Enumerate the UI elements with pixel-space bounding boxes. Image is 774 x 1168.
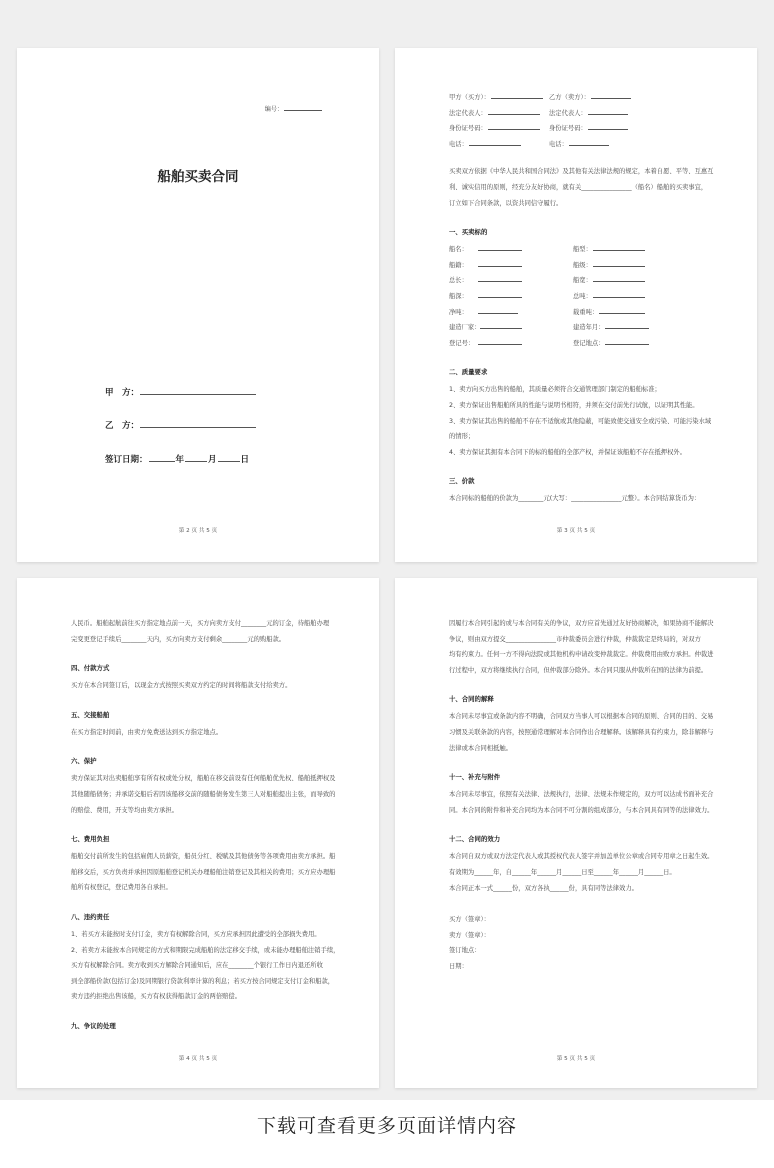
year-label: 年 [175, 455, 185, 465]
paragraph-line: 卖方违约拒绝出售该船，买方有权获得船款订金的两倍赔偿。 [71, 993, 242, 1001]
spec-row [449, 258, 707, 274]
spec-label: 船籍： [449, 261, 468, 269]
section-heading: 二、质量要求 [449, 368, 488, 377]
document-page-cover [17, 48, 379, 562]
spec-row [449, 289, 707, 305]
party-row [449, 137, 707, 153]
paragraph-line: 有效期为______年，自______年______月______日至______年______月______日。 [449, 868, 676, 876]
paragraph-line: 行过程中，双方将继续执行合同，但仲裁部分除外。本合同只服从仲裁所在国的法律为前提。 [449, 666, 708, 674]
page-3-body [71, 616, 340, 1036]
section-heading: 十一、补充与附件 [449, 773, 501, 782]
spec-label: 建造厂家： [449, 324, 481, 332]
paragraph-line: 订立如下合同条款，以资共同信守履行。 [449, 199, 563, 207]
paragraph-line: 买方在本合同签订后，以现金方式按照买卖双方约定的时间将船款支付给卖方。 [71, 682, 292, 690]
paragraph-line: 习惯及关联条款的内容，按照通常理解对本合同作出合理解释。该解释具有约束力，除非解释与 [449, 728, 714, 736]
party-b-field [105, 419, 257, 431]
spec-row [449, 305, 707, 321]
sign-place-label: 签订地点： [449, 947, 481, 955]
paragraph-line: 1、若买方未能按时支付订金，卖方有权解除合同，买方应承担因此遭受的全部损失费用。 [71, 930, 321, 938]
spec-label: 船名： [449, 246, 468, 254]
paragraph-line: 买卖双方依据《中华人民共和国合同法》及其他有关法律法规的规定，本着自愿、平等、互惠互 [449, 168, 714, 176]
spec-label: 载重吨： [573, 308, 599, 316]
spec-row [449, 336, 707, 352]
paragraph-line: 卖方保证其对出卖船舶享有所有权或处分权，船舶在移交前设有任何船舶优先权、船舶抵押权及 [71, 775, 336, 783]
section-heading: 五、交接船舶 [71, 710, 110, 719]
page-number: 第 4 页 共 5 页 [178, 1056, 218, 1062]
contract-number-field [265, 104, 323, 113]
document-page-3 [17, 578, 379, 1088]
section-heading: 九、争议的处理 [71, 1021, 116, 1030]
section-heading: 十、合同的解释 [449, 695, 494, 704]
party-field [549, 137, 610, 153]
spec-row [449, 273, 707, 289]
party-field-label: 法定代表人： [449, 109, 487, 117]
paragraph-line: 其他随船债务；并承诺交船后若因该船移交前的随船债务发生第三人对船舶提出主张，而导致的 [71, 790, 336, 798]
paragraph-line: 法律或本合同相抵触。 [449, 744, 512, 752]
spec-label: 船宽： [573, 277, 592, 285]
party-field-label: 法定代表人： [549, 109, 587, 117]
page-number: 第 3 页 共 5 页 [556, 528, 596, 534]
section-heading: 六、保护 [71, 757, 97, 766]
spec-label: 船级： [573, 261, 592, 269]
paragraph-line: 利、诚实信用的原则，经充分友好协商，就有关________________（船名）船舶的买卖事宜， [449, 183, 708, 191]
sign-date-label: 签订日期： [105, 455, 148, 465]
sign-date-label: 日期： [449, 962, 468, 970]
buyer-signature-label: 买方（签章）： [449, 916, 490, 924]
paragraph-line: 1、卖方向买方出售的船舶，其质量必须符合交通管理部门制定的船舶标准； [449, 386, 661, 394]
paragraph-line: 2、卖方保证出售船舶所具的性能与说明书相符，并须在交付前先行试航，以证明其性能。 [449, 401, 699, 409]
paragraph-line: 买方有权解除合同。卖方收到买方解除合同通知后，应在________个银行工作日内退还所收 [71, 962, 323, 970]
party-row [449, 90, 707, 106]
document-title: 船舶买卖合同 [157, 169, 239, 185]
paragraph-line: 争议，则由双方提交________________市仲裁委员会进行仲裁，仲裁裁定是终局的，对双方 [449, 635, 701, 643]
paragraph-line: 本合同未尽事宜，依照有关法律、法规执行，法律、法规未作规定的，双方可以达成书面补充合 [449, 791, 714, 799]
spec-row [449, 320, 707, 336]
party-a-field [105, 386, 257, 398]
party-a-label: 甲 方： [105, 388, 140, 398]
party-field-label: 乙方（卖方）： [549, 94, 590, 101]
paragraph-line: 在买方指定时间前，由卖方免费送达到买方指定地点。 [71, 728, 223, 736]
spec-label: 船深： [449, 292, 468, 300]
spec-label: 总长： [449, 277, 468, 285]
paragraph-line: 4、卖方保证其拥有本合同下的标的船舶的全部产权，并保证该船舶不存在抵押权外。 [449, 448, 686, 456]
party-row [449, 121, 707, 137]
paragraph-line: 完变更登记手续后________天内，买方向卖方支付剩余________元的购船款。 [71, 635, 286, 643]
party-field-label: 身份证号码： [549, 125, 587, 133]
paragraph-line: 2、若卖方未能按本合同规定的方式和期限完成船舶的法定移交手续，或未能办理船舶注销手续， [71, 946, 340, 954]
section-heading: 一、买卖标的 [449, 228, 488, 237]
party-field-label: 电话： [449, 140, 468, 148]
month-label: 月 [208, 455, 217, 465]
paragraph-line: 本合同未尽事宜或条款内容不明确，合同双方当事人可以根据本合同的原则、合同的目的、交易 [449, 713, 714, 721]
section-heading: 十二、合同的效力 [449, 835, 501, 844]
paragraph-line: 到全部船价款(包括订金)及同期银行贷款利率计算的利息；若买方按合同规定支付订金和船款， [71, 977, 335, 985]
paragraph-line: 船舶交付前所发生的包括雇佣人员薪资，船员分红、税赋及其他债务等各项费用由卖方承担。船 [71, 853, 336, 861]
paragraph-line: 舶移交后，买方负责并承担因原船舶登记机关办理船舶注销登记及其相关的费用；买方应办理船 [71, 868, 336, 876]
day-label: 日 [240, 455, 250, 465]
spec-label: 净吨： [449, 308, 468, 316]
document-page-4 [395, 578, 757, 1088]
page-2-body [449, 90, 714, 507]
paragraph-line: 的赔偿、费用，开支等均由卖方承担。 [71, 806, 179, 814]
spec-label: 船型： [573, 246, 592, 254]
quality-requirements [449, 382, 712, 460]
party-field-label: 身份证号码： [449, 125, 487, 133]
party-row [449, 106, 707, 122]
party-field-label: 电话： [549, 140, 568, 148]
download-banner[interactable] [0, 1100, 774, 1168]
section-heading: 四、付款方式 [71, 664, 110, 673]
paragraph-line: 均有约束力。任何一方不得向法院或其他机构申请改变仲裁裁定。仲裁费用由败方承担。仲裁进 [449, 651, 714, 659]
section-heading: 八、违约责任 [71, 912, 110, 921]
spec-label: 登记号： [449, 339, 475, 347]
seller-signature-label: 卖方（签章）： [449, 931, 490, 939]
paragraph-line: 同。本合同的附件和补充合同均为本合同不可分割的组成部分，与本合同具有同等的法律效力。 [449, 806, 714, 814]
signature-block [449, 912, 707, 974]
paragraph-line: 本合同正本一式______份，双方各执______份，具有同等法律效力。 [449, 884, 638, 892]
spec-row [449, 242, 707, 258]
download-banner-text: 下载可查看更多页面详情内容 [256, 1115, 517, 1137]
paragraph-line: 本合同标的船舶的价款为________元(大写：________________元整）。本合同结算货币为： [449, 495, 701, 503]
spec-label: 总吨： [573, 292, 592, 300]
paragraph-line: 3、卖方保证其出售的船舶不存在不适航或其他隐蔽，可能致使交通安全或污染、可能污染水域 [449, 417, 712, 425]
sign-date-field [105, 453, 249, 465]
page-number: 第 5 页 共 5 页 [556, 1056, 596, 1062]
party-field-label: 甲方（买方）： [449, 94, 490, 101]
spec-label: 建造年月： [573, 324, 605, 332]
party-field [549, 106, 629, 122]
paragraph-line: 舶所有权登记，登记费用各自承担。 [71, 884, 172, 892]
spec-label: 登记地点： [573, 339, 605, 347]
party-field [549, 121, 629, 137]
parties-table [449, 90, 707, 152]
intro-paragraph [449, 164, 714, 211]
paragraph-line: 的情形； [449, 433, 475, 441]
page-4-body [449, 616, 714, 975]
page-number: 第 2 页 共 5 页 [178, 528, 218, 534]
party-b-label: 乙 方： [105, 421, 140, 431]
paragraph-line: 因履行本合同引起的或与本合同有关的争议，双方应首先通过友好协商解决，如果协商不能解决 [449, 620, 714, 627]
document-page-2 [395, 48, 757, 562]
paragraph-line: 本合同自双方或双方法定代表人或其授权代表人签字并加盖单位公章或合同专用章之日起生效。 [449, 853, 714, 861]
vessel-spec-table [449, 242, 707, 351]
section-heading: 七、费用负担 [71, 835, 110, 844]
party-field [549, 90, 632, 106]
section-heading: 三、价款 [449, 477, 475, 486]
paragraph-line: 人民币。船舶起航前往买方指定地点前一天，买方向卖方支付________元的订金，待船舶办理 [71, 620, 330, 627]
contract-number-label: 编号： [264, 106, 283, 113]
